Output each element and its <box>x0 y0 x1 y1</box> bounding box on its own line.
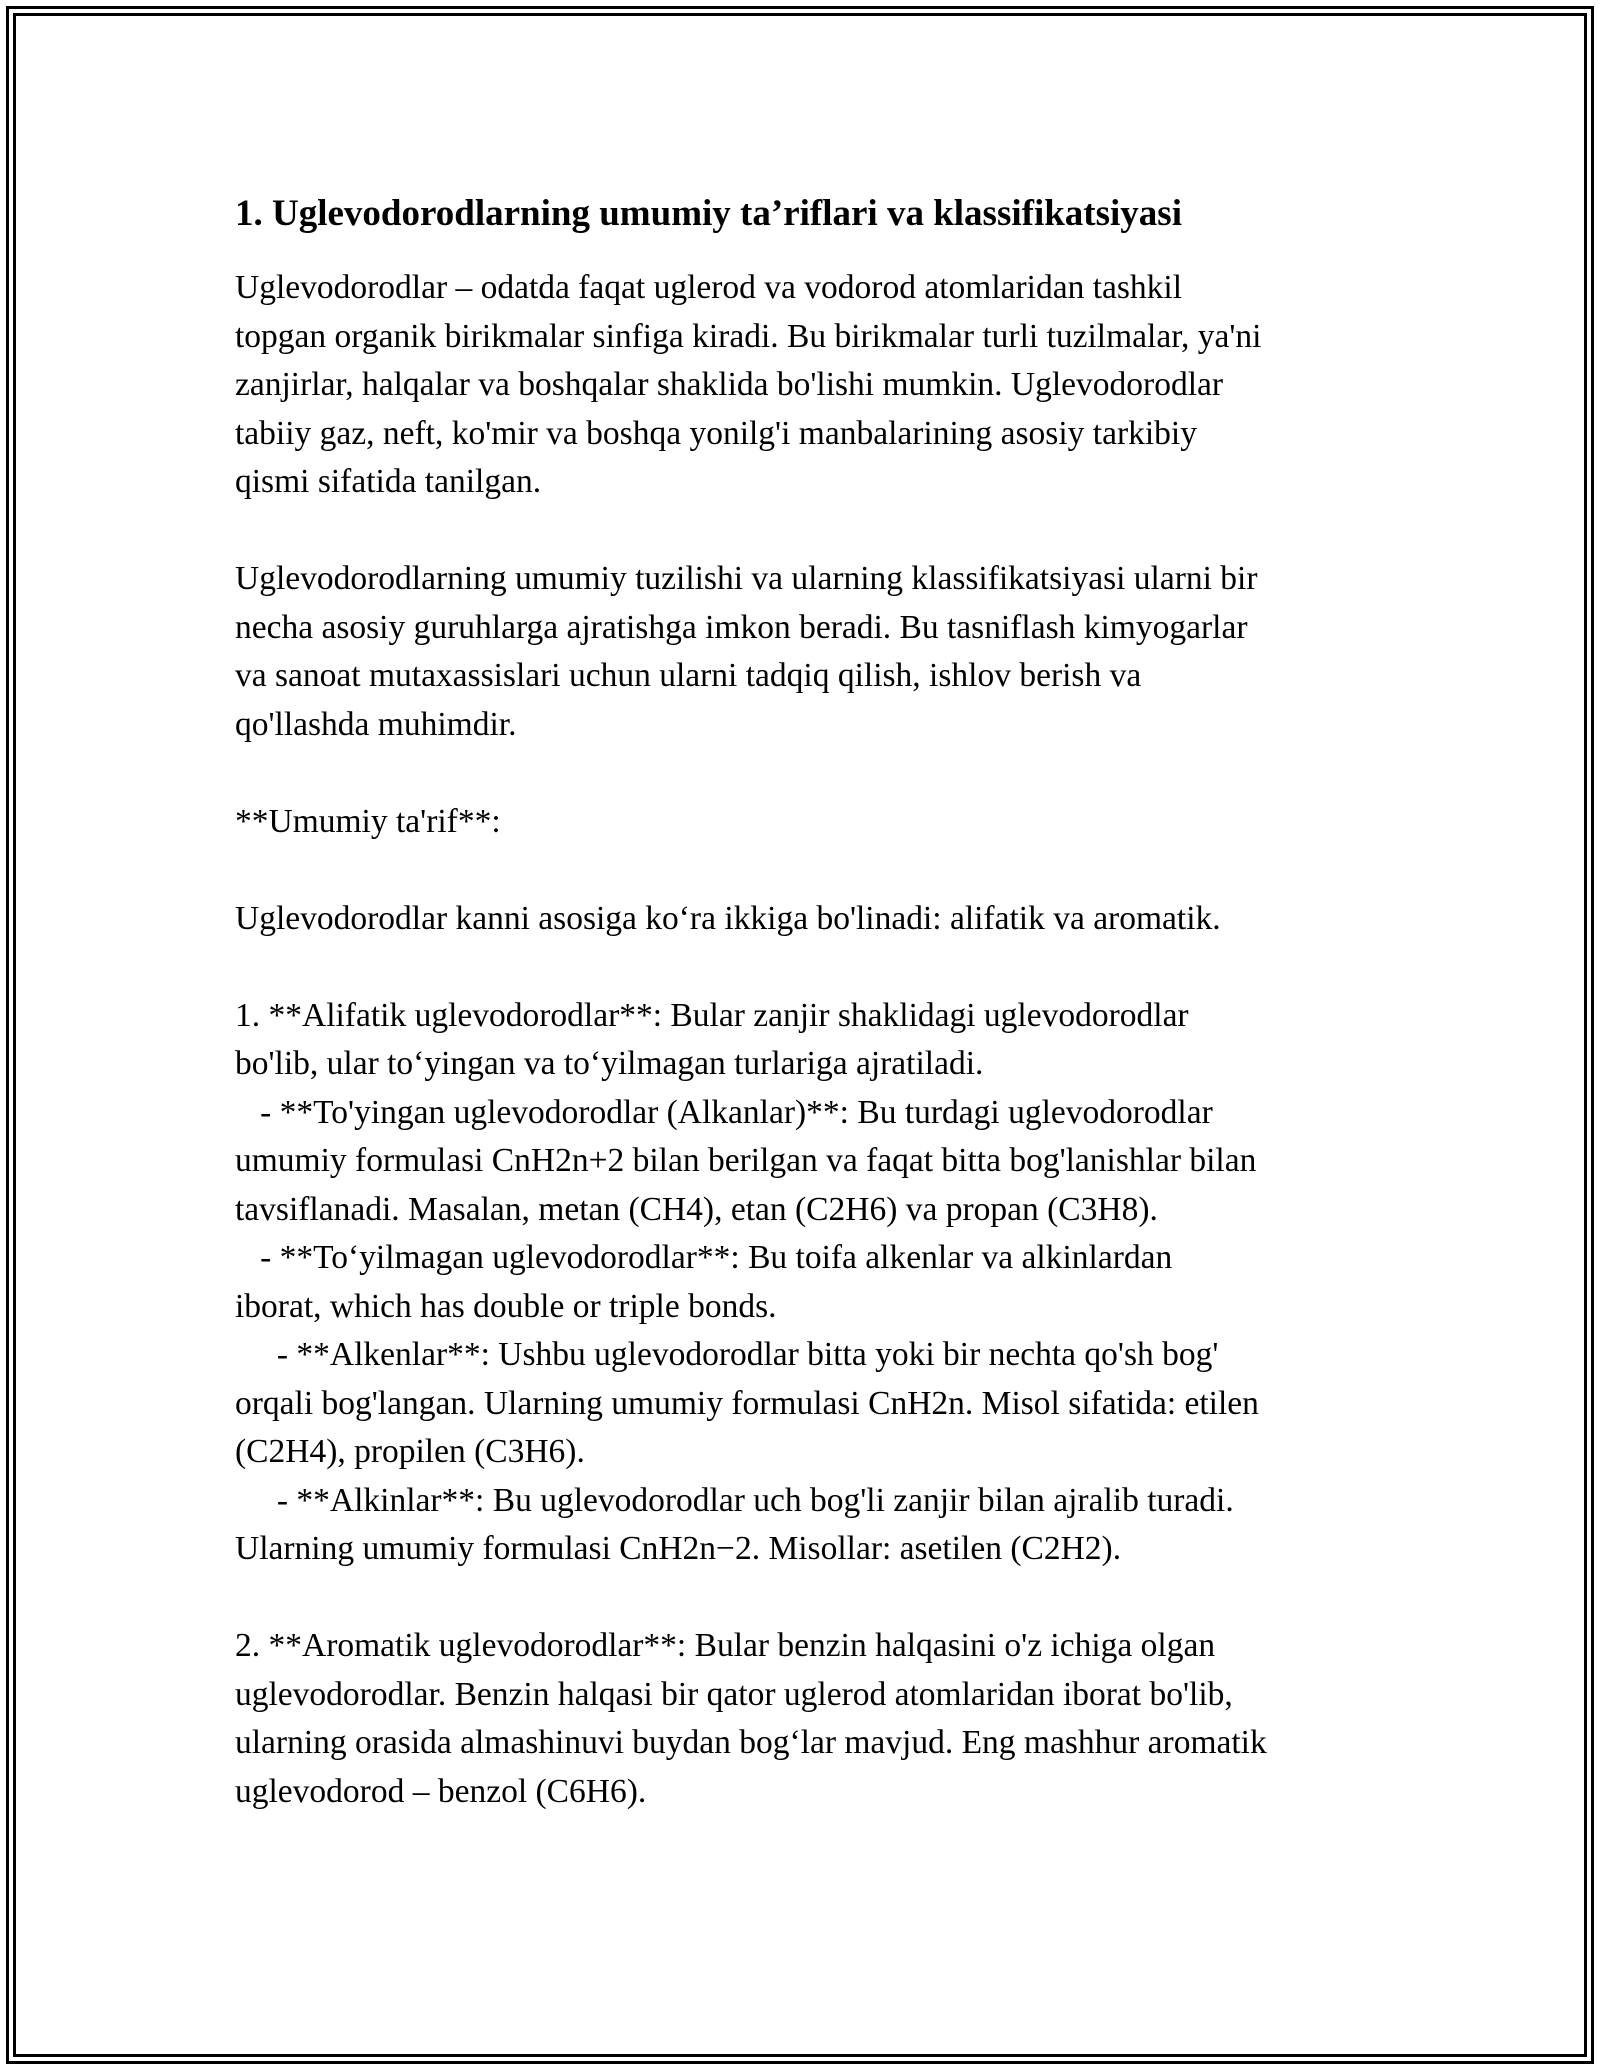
intro-paragraph: Uglevodorodlar – odatda faqat uglerod va vodorod atomlaridan tashkil topgan organik birikmalar sinfiga kiradi. Bu birikmalar turli tuzilmalar, ya'ni zanjirlar, halqalar va boshqalar shaklida bo'lishi mumkin. Uglevodorodlar tabiiy gaz, neft, ko'mir va boshqa yonilg'i manbalarining asosiy tarkibiy qismi sifatida tanilgan. <box>235 269 1262 500</box>
blank-line <box>235 507 1385 556</box>
document-body <box>235 188 1385 1816</box>
blank-line <box>235 749 1385 798</box>
aliphatic-list-item: 1. **Alifatik uglevodorodlar**: Bular zanjir shaklidagi uglevodorodlar bo'lib, ular to‘yingan va to‘yilmagan turlariga ajratiladi. - **To'yingan uglevodorodlar (Alkanlar)**: Bu turdagi uglevodorodlar umumiy formulasi CnH2n+2 bilan berilgan va faqat bitta bog'lanishlar bilan tavsiflanadi. Masalan, metan (CH4), etan (C2H6) va propan (C3H8). - **To‘yilmagan uglevodorodlar**: Bu toifa alkenlar va alkinlardan iborat, which has double or triple bonds. - **Alkenlar**: Ushbu uglevodorodlar bitta yoki bir nechta qo'sh bog' orqali bog'langan. Ularning umumiy formulasi CnH2n. Misol sifatida: etilen (C2H4), propilen (C3H6). - **Alkinlar**: Bu uglevodorodlar uch bog'li zanjir bilan ajralib turadi. Ularning umumiy formulasi CnH2n−2. Misollar: asetilen (C2H2). <box>235 996 1259 1567</box>
aromatic-list-item: 2. **Aromatik uglevodorodlar**: Bular benzin halqasini o'z ichiga olgan uglevodorodlar. Benzin halqasi bir qator uglerod atomlaridan iborat bo'lib, ularning orasida almashinuvi buydan bog‘lar mavjud. Eng mashhur aromatik uglevodorod – benzol (C6H6). <box>235 1627 1267 1810</box>
classification-paragraph: Uglevodorodlarning umumiy tuzilishi va ularning klassifikatsiyasi ularni bir necha asosiy guruhlarga ajratishga imkon beradi. Bu tasniflash kimyogarlar va sanoat mutaxassislari uchun ularni tadqiq qilish, ishlov berish va qo'llashda muhimdir. <box>235 560 1258 743</box>
blank-line <box>235 1574 1385 1623</box>
general-definition-label: **Umumiy ta'rif**: <box>235 802 501 840</box>
section-heading: 1. Uglevodorodlarning umumiy ta’riflari va klassifikatsiyasi <box>235 193 1182 234</box>
blank-line <box>235 846 1385 895</box>
blank-line <box>235 943 1385 992</box>
division-paragraph: Uglevodorodlar kanni asosiga ko‘ra ikkiga bo'linadi: alifatik va aromatik. <box>235 899 1221 937</box>
